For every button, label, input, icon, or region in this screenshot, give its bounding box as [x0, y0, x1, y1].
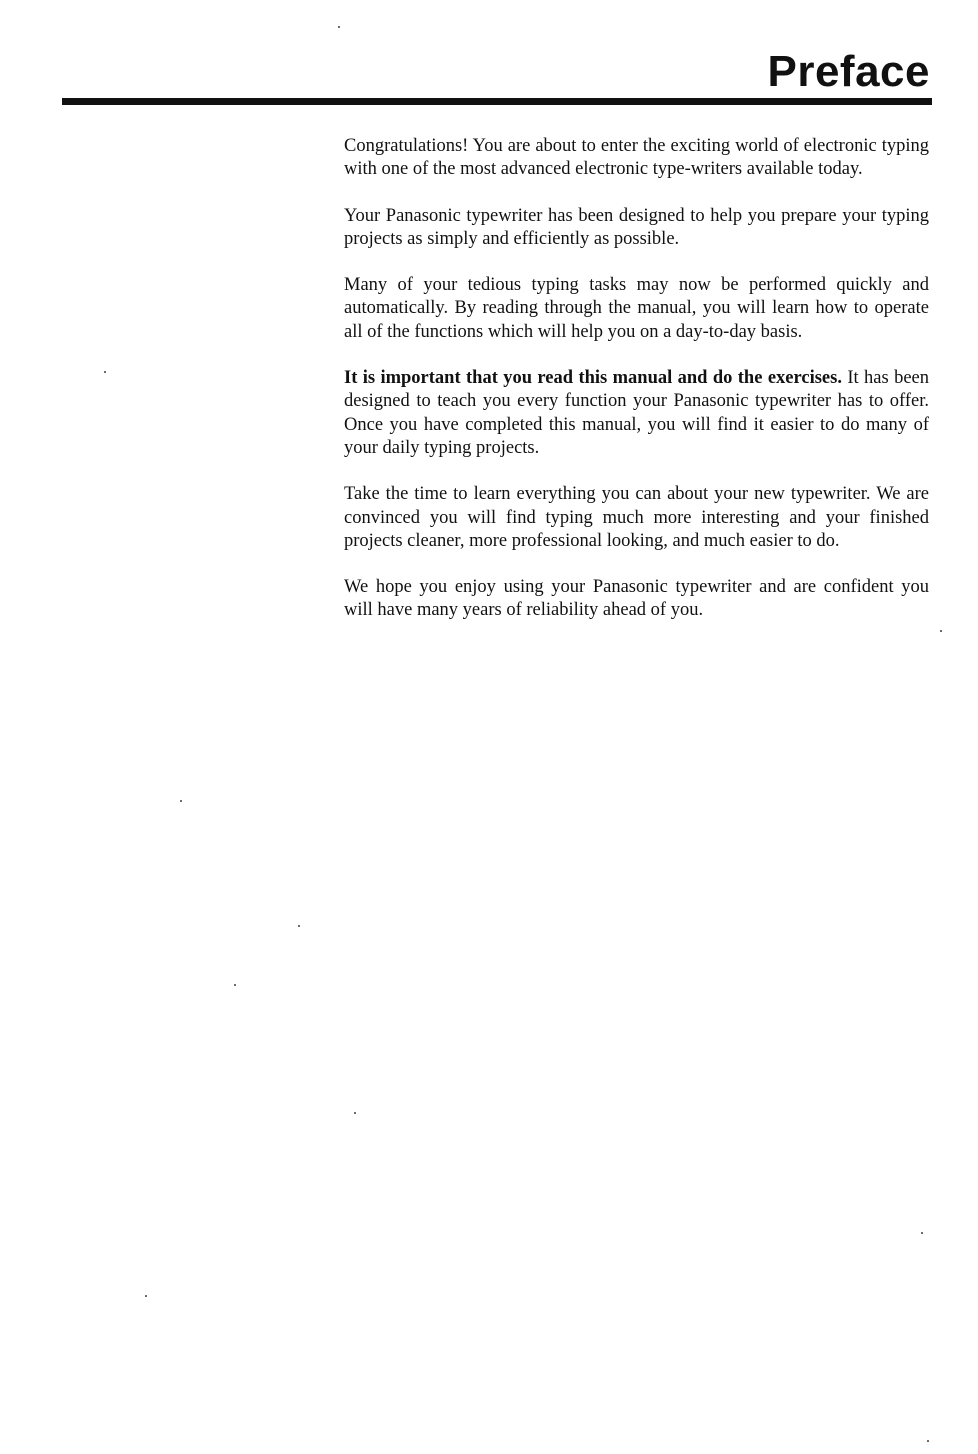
paragraph-closing — [344, 576, 929, 623]
paragraph-text: We hope you enjoy using your Panasonic typewriter and are confident you will have many years of reliability ahead of you. — [344, 577, 929, 621]
scan-speck — [921, 1232, 923, 1234]
paragraph-lead: It is important that you read this manual and do the exercises. — [344, 368, 842, 389]
scan-speck — [145, 1295, 147, 1297]
scan-speck — [180, 800, 182, 802]
paragraph-text: Take the time to learn everything you can about your new typewriter. We are convinced you will find typing much more interesting and your finished projects cleaner, more professional looking, and much easier to do. — [344, 484, 929, 551]
scan-speck — [298, 925, 300, 927]
paragraph-text: Congratulations! You are about to enter the exciting world of electronic typing with one of the most advanced electronic type-writers available today. — [344, 136, 929, 180]
scan-speck — [940, 630, 942, 632]
paragraph-important-notice — [344, 367, 929, 460]
scan-speck — [354, 1112, 356, 1114]
body-text — [344, 135, 929, 646]
paragraph-congratulations — [344, 135, 929, 182]
paragraph-text: It has been designed to teach you every function your Panasonic typewriter has to offer. Once you have completed this manual, you will find it easier to do many of your daily typing projects. — [344, 368, 929, 458]
paragraph-text: Your Panasonic typewriter has been designed to help you prepare your typing projects as simply and efficiently as possible. — [344, 205, 929, 249]
scan-speck — [104, 371, 106, 373]
scan-speck — [234, 984, 236, 986]
title-rule — [62, 98, 932, 105]
paragraph-take-the-time — [344, 483, 929, 553]
paragraph-text: Many of your tedious typing tasks may now be performed quickly and automatically. By reading through the manual, you will learn how to operate all of the functions which will help you on a day-to-day basis. — [344, 275, 929, 342]
paragraph-panasonic-designed — [344, 205, 929, 252]
scan-speck — [338, 26, 340, 28]
page-title: Preface — [767, 47, 930, 96]
paragraph-tedious-tasks — [344, 274, 929, 344]
scan-speck — [927, 1440, 929, 1442]
